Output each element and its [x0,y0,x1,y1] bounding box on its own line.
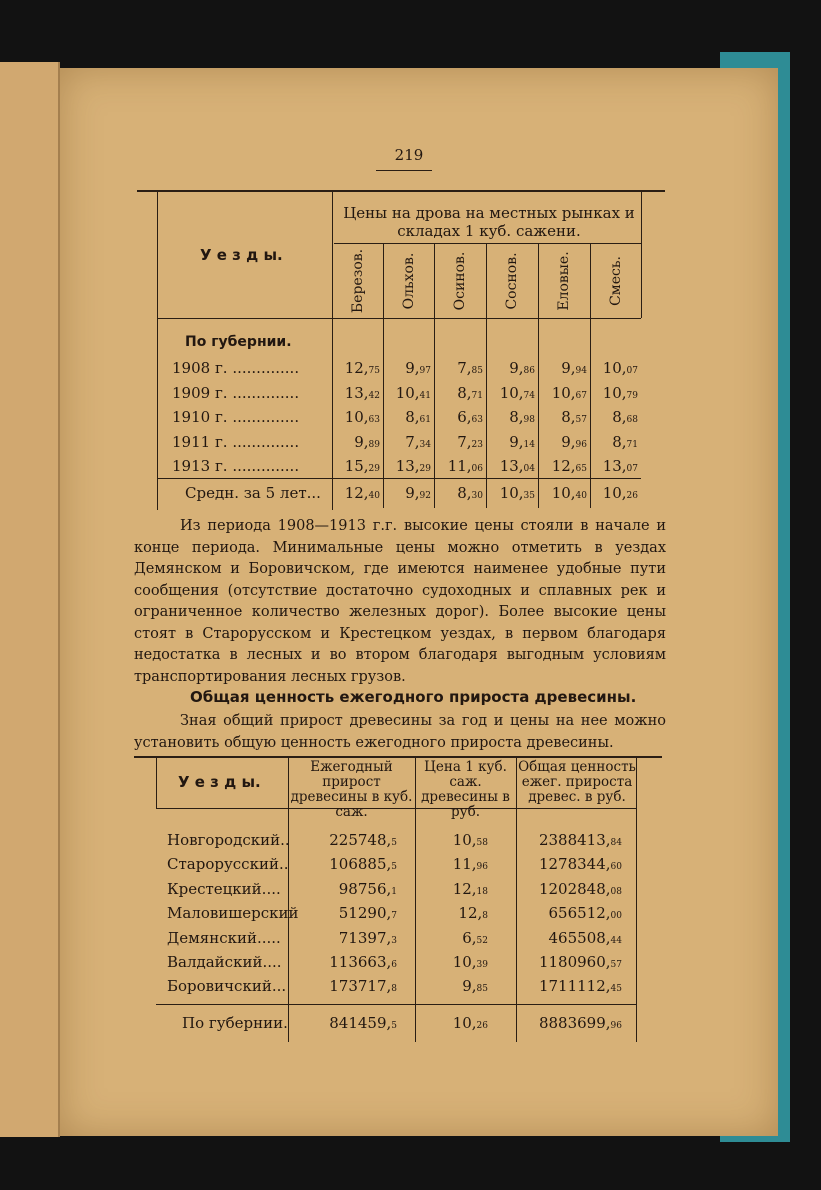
table1-cell: 13,04 [499,457,535,475]
table1-column-header: Ольхов. [401,252,417,310]
table2-column-header: Общая ценность ежег. прироста древес. в руб. [518,759,636,805]
table1-column-header: Березов. [350,248,366,314]
table1-cell: 8,61 [405,408,431,426]
table2-row-label: Старорусский.. [167,855,289,874]
table2-cell: 225748,5 [329,831,397,849]
table2-row-label: Маловишерский [167,904,299,923]
table1-avg-cell: 9,92 [405,484,431,502]
table2-row-label: Демянский..... [167,928,281,947]
table1-cell: 13,29 [395,457,431,475]
table2-col-divider [415,758,416,1042]
table1-top-rule [137,190,665,192]
table1-col-divider [538,244,539,508]
table1-cell: 8,71 [612,432,638,451]
table1-cell: 6,63 [457,408,483,426]
table2-cell: 173717,8 [329,977,397,996]
table2-cell: 12,18 [452,879,488,898]
table2-cell: 1278344,60 [538,855,622,874]
table1-stub-divider [332,192,333,510]
table1-row-label: 1909 г. .............. [172,383,300,402]
table2-cell: 1202848,08 [538,879,622,898]
table2-col-divider [288,758,289,1042]
table1-cell: 9,96 [561,432,587,451]
paragraph-1: Из периода 1908—1913 г.г. высокие цены стояли в начале и конце периода. Минимальные цены можно отметить в уездах Демянском и Боровичском, где имеются наименее удобные пути сообщения (отсутствие достаточно судоходных и сплавных рек и ограниченное количество железных дорог). Более высокие цены стоят в Старорусском и Крестецком уездах, в первом благодаря недостатка в лесных и во втором благодаря выгодным условиям транспортирования лесных грузов. [134,518,666,685]
table2-row-label: Крестецкий.... [167,879,281,898]
section-heading: Общая ценность ежегодного прироста древесины. [190,688,637,706]
table2-column-header: Цена 1 куб. саж. древесины в руб. [421,759,510,820]
table1-col-divider [486,244,487,508]
table2-cell: 656512,00 [548,904,622,923]
table1-avg-cell: 10,40 [551,484,587,502]
table2-row-label: Боровичский... [167,977,287,996]
table2-cell: 106885,5 [329,855,397,874]
table1-row-label: 1910 г. .............. [172,408,300,426]
table1-avg-label: Средн. за 5 лет... [185,484,321,502]
table2-total-cell: 8883699,96 [538,1014,622,1032]
table1-col-divider [434,244,435,508]
table1-cell: 7,34 [405,432,431,451]
table1-district-header: У е з д ы. [200,246,283,264]
table1-cell: 9,94 [561,359,587,377]
table1-cell: 13,07 [602,457,638,475]
table1-cell: 8,98 [509,408,535,426]
table2-cell: 71397,3 [338,928,397,947]
table1-cell: 8,71 [457,383,483,402]
table1-cell: 8,57 [561,408,587,426]
table1-cell: 12,75 [344,359,380,377]
table1-row-label: 1908 г. .............. [172,359,300,377]
table1-col-divider [383,244,384,508]
table2-cell: 12,8 [458,904,488,923]
table1-cell: 9,97 [405,359,431,377]
table1-avg-cell: 10,35 [499,484,535,502]
table1-title-rule [334,243,641,244]
table2-cell: 98756,1 [338,879,397,898]
table2-cell: 10,39 [452,953,488,971]
table1-cell: 13,42 [344,383,380,402]
table2-cell: 2388413,84 [538,831,622,849]
table2-column-header: Ежегодный прирост древесины в куб. саж. [290,759,413,820]
table2-col-divider [516,758,517,1042]
table1-cell: 12,65 [551,457,587,475]
table1-cell: 10,07 [602,359,638,377]
page-number-underline [376,170,432,171]
table1-column-header: Осинов. [452,251,468,311]
table2-right-border [636,758,637,1042]
table2-left-border [156,758,157,808]
table2-total-label: По губернии. [182,1014,288,1032]
table2-district-header: У е з д ы. [178,773,261,791]
table1-right-border [641,192,642,318]
table1-avg-rule [157,478,641,479]
table1-cell: 7,23 [457,432,483,451]
table2-cell: 11,96 [452,855,488,874]
table2-row-label: Валдайский.... [167,953,282,971]
table1-title: Цены на дрова на местных рынках и складах 1 куб. сажени. [343,204,635,240]
table1-cell: 15,29 [344,457,380,475]
left-page [0,62,60,1137]
table2-total-cell: 10,26 [452,1014,488,1032]
table2-top-rule [134,756,662,758]
table2-cell: 51290,7 [338,904,397,923]
table1-header-rule [157,318,641,319]
table1-cell: 8,68 [612,408,638,426]
table2-cell: 465508,44 [548,928,622,947]
table1-row-label: 1911 г. .............. [172,432,300,451]
table2-total-rule [156,1004,636,1005]
table2-cell: 6,52 [462,928,488,947]
table1-cell: 9,14 [509,432,535,451]
table1-column-header: Смесь. [608,256,624,306]
table2-cell: 9,85 [462,977,488,996]
table2-cell: 1711112,45 [538,977,622,996]
table1-cell: 10,67 [551,383,587,402]
table2-cell: 10,58 [452,831,488,849]
table1-cell: 9,89 [354,432,380,451]
table1-cell: 11,06 [447,457,483,475]
table1-cell: 10,74 [499,383,535,402]
table2-total-cell: 841459,5 [329,1014,397,1032]
table1-left-border [157,192,158,510]
table1-avg-cell: 12,40 [344,484,380,502]
table1-cell: 10,79 [602,383,638,402]
table1-row-label: 1913 г. .............. [172,457,300,475]
table1-col-divider [590,244,591,508]
table1-avg-cell: 8,30 [457,484,483,502]
table1-cell: 9,86 [509,359,535,377]
table2-cell: 113663,6 [329,953,397,971]
page-number: 219 [394,146,424,164]
table2-row-label: Новгородский.. [167,831,290,849]
table1-column-header: Еловые. [556,251,572,311]
paragraph-2: Зная общий прирост древесины за год и цены на нее можно установить общую ценность ежегодного прироста древесины. [134,713,666,751]
table1-column-header: Соснов. [504,252,520,310]
table2-cell: 1180960,57 [538,953,622,971]
table1-cell: 10,63 [344,408,380,426]
table1-cell: 7,85 [457,359,483,377]
table1-cell: 10,41 [395,383,431,402]
table1-section-label: По губернии. [185,334,292,350]
table1-avg-cell: 10,26 [602,484,638,502]
